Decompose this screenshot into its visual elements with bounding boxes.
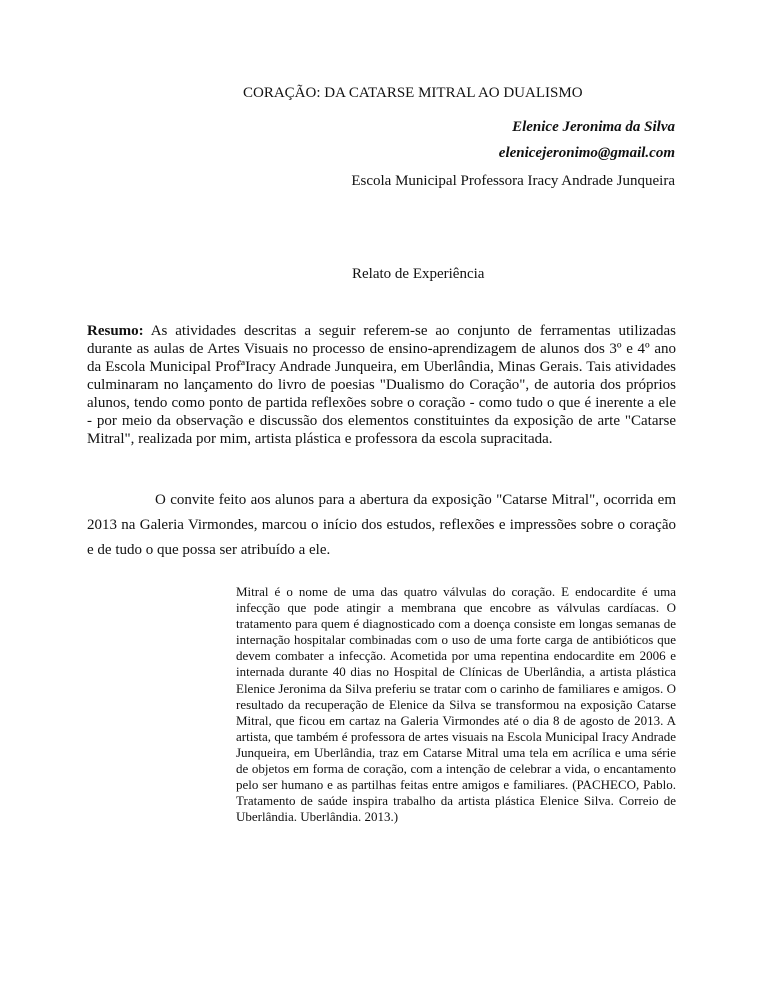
document-title: CORAÇÃO: DA CATARSE MITRAL AO DUALISMO (243, 85, 583, 101)
document-genre: Relato de Experiência (352, 266, 485, 282)
author-name: Elenice Jeronima da Silva (512, 119, 675, 135)
abstract-paragraph (87, 322, 676, 448)
author-email: elenicejeronimo@gmail.com (498, 145, 675, 161)
abstract-label: Resumo: (87, 323, 144, 339)
author-institution: Escola Municipal Professora Iracy Andrade Junqueira (351, 173, 675, 189)
body-paragraph: O convite feito aos alunos para a abertura da exposição "Catarse Mitral", ocorrida em 2013 na Galeria Virmondes, marcou o início dos estudos, reflexões e impressões sobre o coração e de tudo o que possa ser atribuído a ele. (87, 492, 676, 558)
block-quote: Mitral é o nome de uma das quatro válvulas do coração. E endocardite é uma infecção que pode atingir a membrana que encobre as válvulas cardíacas. O tratamento para quem é diagnosticado com a doença consiste em longas semanas de internação hospitalar combinadas com o uso de uma forte carga de antibióticos que devem combater a infecção. Acometida por uma repentina endocardite em 2006 e internada durante 40 dias no Hospital de Clínicas de Uberlândia, a artista plástica Elenice Jeronima da Silva preferiu se tratar com o carinho de familiares e amigos. O resultado da recuperação de Elenice da Silva se transformou na exposição Catarse Mitral, que ficou em cartaz na Galeria Virmondes até o dia 8 de agosto de 2013. A artista, que também é professora de artes visuais na Escola Municipal Iracy Andrade Junqueira, em Uberlândia, traz em Catarse Mitral uma tela em acrílica e uma série de objetos em forma de coração, com a intenção de celebrar a vida, o encantamento pelo ser humano e as partilhas feitas entre amigos e familiares. (PACHECO, Pablo. Tratamento de saúde inspira trabalho da artista plástica Elenice Silva. Correio de Uberlândia. Uberlândia. 2013.) (236, 584, 676, 825)
abstract-text: As atividades descritas a seguir referem-se ao conjunto de ferramentas utilizadas durante as aulas de Artes Visuais no processo de ensino-aprendizagem de alunos dos 3º e 4º ano da Escola Municipal ProfªIracy Andrade Junqueira, em Uberlândia, Minas Gerais. Tais atividades culminaram no lançamento do livro de poesias "Dualismo do Coração", de autoria dos próprios alunos, tendo como ponto de partida reflexões sobre o coração - como tudo o que é inerente a ele - por meio da observação e discussão dos elementos constituintes da exposição de arte "Catarse Mitral", realizada por mim, artista plástica e professora da escola supracitada. (87, 323, 676, 447)
